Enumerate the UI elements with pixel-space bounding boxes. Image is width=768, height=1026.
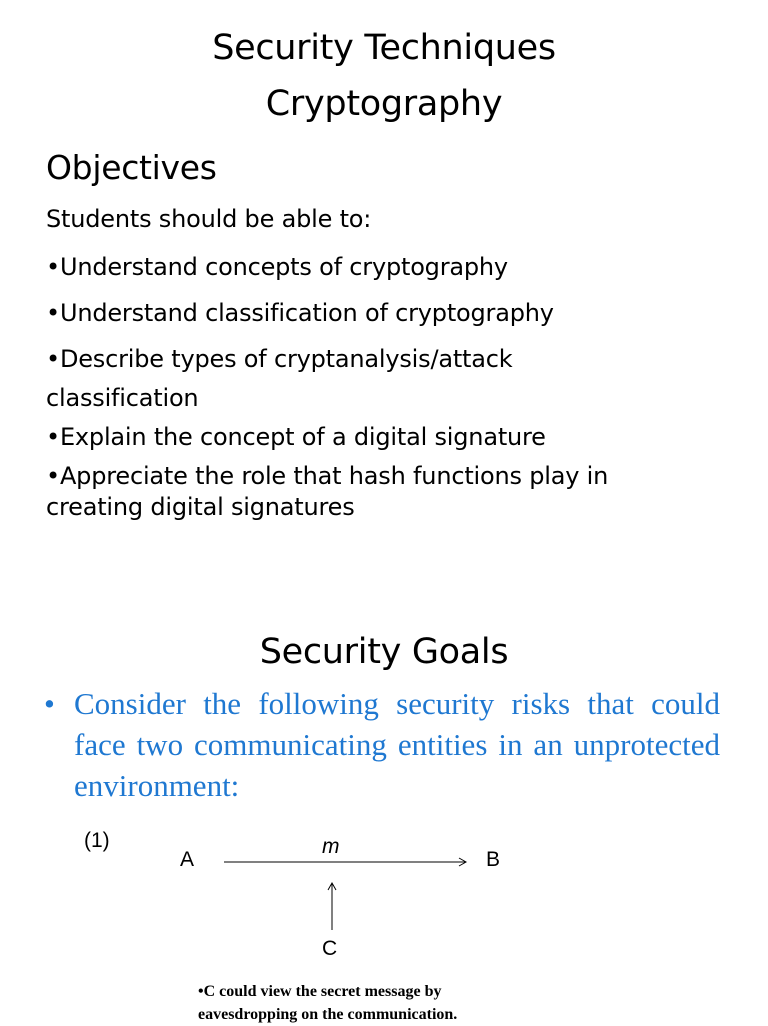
bullet-marker: • — [44, 686, 55, 721]
security-goals-title: Security Goals — [259, 632, 509, 672]
objectives-intro: Students should be able to: — [46, 205, 372, 233]
slide-title-line1: Security Techniques — [212, 28, 556, 68]
message-flow-diagram — [0, 560, 768, 1024]
message-arrow — [224, 858, 466, 866]
eavesdropper-label: C — [322, 937, 338, 960]
receiver-label: B — [486, 848, 501, 871]
eavesdrop-caption: •C could view the secret message by eavesdropping on the communication. — [198, 983, 458, 1023]
objective-item: •Explain the concept of a digital signature — [46, 423, 546, 451]
objective-item: •Understand classification of cryptography — [46, 299, 554, 327]
sender-label: A — [180, 848, 195, 871]
message-label: m — [322, 835, 340, 858]
diagram-number: (1) — [84, 829, 110, 852]
objective-item: •Appreciate the role that hash functions play in — [46, 462, 609, 490]
slide-security-goals — [0, 560, 768, 1024]
slide-title-line2: Cryptography — [265, 84, 503, 124]
objective-item: •Understand concepts of cryptography — [46, 253, 508, 281]
eavesdrop-arrow — [328, 883, 336, 930]
objectives-heading: Objectives — [46, 148, 217, 187]
objective-item-continuation: creating digital signatures — [46, 493, 355, 521]
objective-item-continuation: classification — [46, 384, 199, 412]
security-risks-text: Consider the following security risks that could face two communicating entities in an unprotected environment: — [74, 686, 720, 803]
objective-item: •Describe types of cryptanalysis/attack — [46, 345, 513, 373]
